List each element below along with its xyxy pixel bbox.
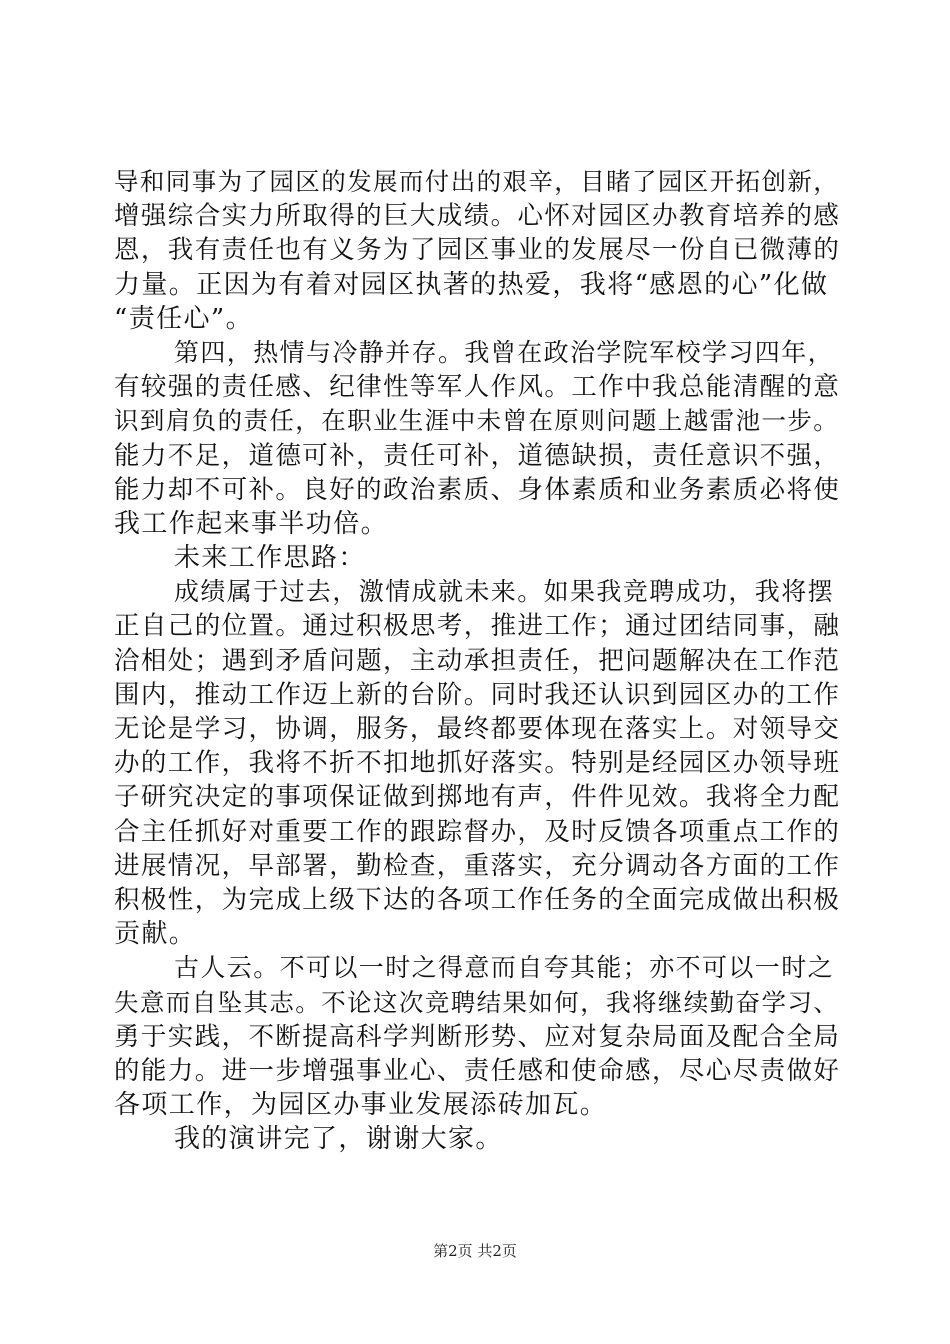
text-line: 导和同事为了园区的发展而付出的艰辛，目睹了园区开拓创新，	[114, 167, 840, 196]
text-line: 各项工作，为园区办事业发展添砖加瓦。	[114, 1090, 608, 1121]
text-line: 正自己的位置。通过积极思考，推进工作；通过团结同事，融	[114, 611, 841, 642]
text-line: 有较强的责任感、纪律性等军人作风。工作中我总能清醒的意	[114, 372, 841, 403]
text-line: 围内，推动工作迈上新的台阶。同时我还认识到园区办的工作	[114, 679, 841, 710]
text-line: 成绩属于过去，激情成就未来。如果我竞聘成功，我将摆	[174, 577, 835, 607]
text-line: 我的演讲完了，谢谢大家。	[174, 1124, 503, 1155]
text-line: 洽相处；遇到矛盾问题，主动承担责任，把问题解决在工作范	[114, 645, 841, 676]
text-line: 办的工作，我将不折不扣地抓好落实。特别是经园区办领导班	[114, 748, 841, 779]
body-text	[114, 165, 844, 1156]
text-line: 合主任抓好对重要工作的跟踪督办，及时反馈各项重点工作的	[114, 816, 841, 847]
text-line: 无论是学习，协调，服务，最终都要体现在落实上。对领导交	[114, 714, 841, 744]
text-line: 失意而自坠其志。不论这次竞聘结果如何，我将继续勤奋学习、	[114, 987, 840, 1017]
text-line: 恩，我有责任也有义务为了园区事业的发展尽一份自已微薄的	[114, 235, 841, 266]
text-line: 增强综合实力所取得的巨大成绩。心怀对园区办教育培养的感	[114, 201, 841, 232]
text-line: 的能力。进一步增强事业心、责任感和使命感，尽心尽责做好	[114, 1055, 841, 1086]
text-line: 积极性，为完成上级下达的各项工作任务的全面完成做出积极	[114, 884, 841, 915]
text-line: 进展情况，早部署，勤检查，重落实，充分调动各方面的工作	[114, 850, 841, 881]
text-line: 子研究决定的事项保证做到掷地有声，件件见效。我将全力配	[114, 782, 841, 813]
page-footer: 第2页 共2页	[433, 1242, 517, 1260]
text-line: “责任心”。	[114, 303, 253, 334]
text-line: 第四，热情与冷静并存。我曾在政治学院军校学习四年，	[174, 337, 835, 367]
text-line: 能力不足，道德可补，责任可补，道德缺损，责任意识不强，	[114, 440, 841, 471]
text-line: 识到肩负的责任，在职业生涯中未曾在原则问题上越雷池一步。	[114, 406, 840, 436]
text-line: 未来工作思路：	[174, 543, 366, 574]
text-line: 我工作起来事半功倍。	[114, 508, 389, 539]
text-line: 古人云。不可以一时之得意而自夸其能；亦不可以一时之	[174, 953, 835, 983]
text-line: 能力却不可补。良好的政治素质、身体素质和业务素质必将使	[114, 474, 841, 505]
text-line: 力量。正因为有着对园区执著的热爱，我将“感恩的心”化做	[114, 269, 829, 300]
text-line: 勇于实践，不断提高科学判断形势、应对复杂局面及配合全局	[114, 1021, 841, 1052]
text-line: 贡献。	[114, 919, 197, 950]
